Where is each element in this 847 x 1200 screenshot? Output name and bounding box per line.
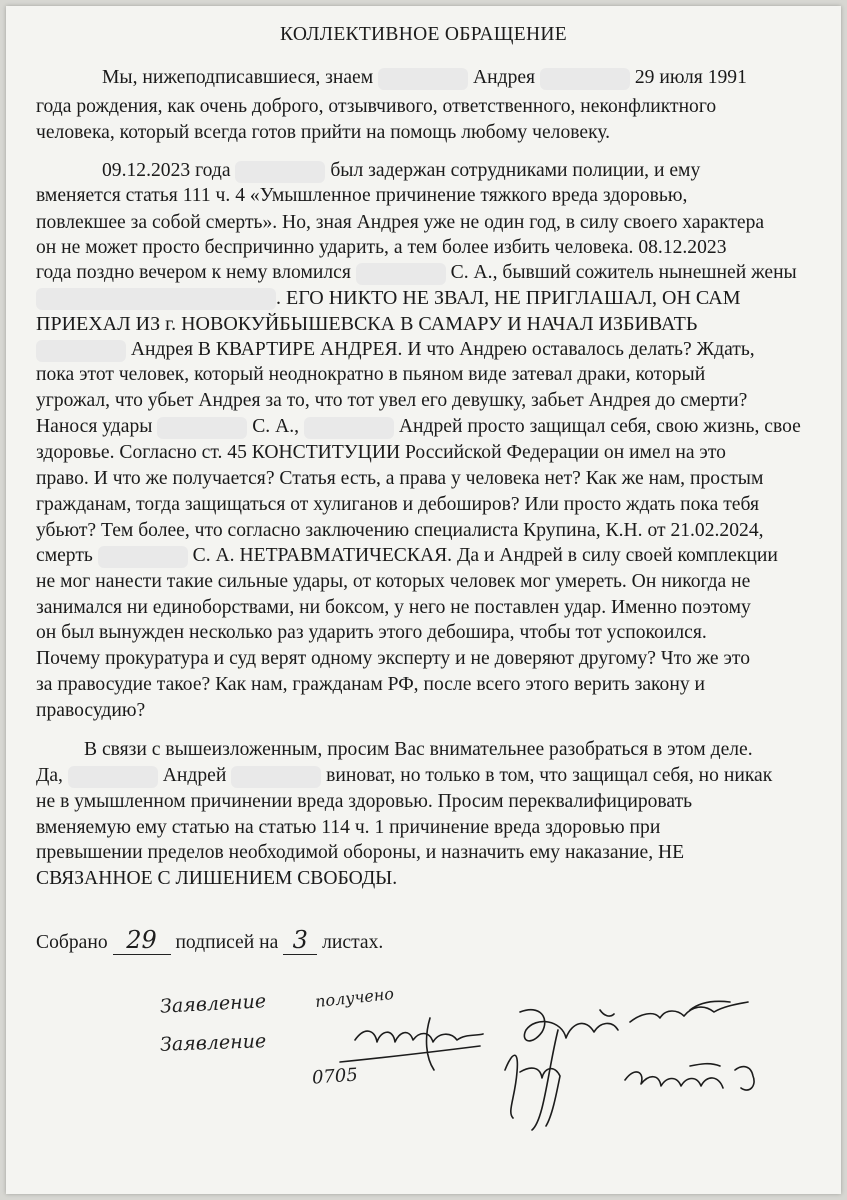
- line-text: угрожал, что убьет Андрея за то, что тот увел его девушку, забьет Андрея до смерти?: [36, 390, 748, 411]
- line-text: вменяемую ему статью на статью 114 ч. 1 причинение вреда здоровью при: [36, 817, 661, 838]
- document-line: [36, 520, 764, 542]
- document-line: [36, 765, 772, 788]
- line-text: . ЕГО НИКТО НЕ ЗВАЛ, НЕ ПРИГЛАШАЛ, ОН САМ: [276, 287, 741, 309]
- tally-middle: подписей на: [175, 932, 279, 953]
- handwritten-note-3: Заявление: [159, 1030, 267, 1056]
- handwritten-note-1: Заявление: [159, 990, 267, 1018]
- line-text: В связи с вышеизложенным, просим Вас внимательнее разобраться в этом деле.: [84, 739, 753, 760]
- line-text: Почему прокуратура и суд верят одному эксперту и не доверяют другому? Что же это: [36, 648, 751, 669]
- line-text: правосудию?: [36, 700, 146, 721]
- tally-sheets-field: [283, 926, 317, 955]
- tally-suffix: листах.: [322, 932, 384, 953]
- line-text: Андрей просто защищал себя, свою жизнь, свое: [393, 416, 801, 437]
- line-text: он был вынужден несколько раз ударить этого дебошира, чтобы тот успокоился.: [36, 622, 707, 643]
- document-line: [36, 597, 751, 619]
- document-line: [36, 390, 747, 412]
- document-line: [36, 817, 660, 839]
- line-text: Андрей: [157, 765, 232, 786]
- line-text: не в умышленном причинении вреда здоровью. Просим переквалифицировать: [36, 791, 693, 812]
- line-text: повлекшее за собой смерть». Но, зная Андрея уже не один год, в силу своего характера: [36, 212, 765, 233]
- line-text: С. А. НЕТРАВМАТИЧЕСКАЯ. Да и Андрей в силу своей комплекции: [187, 545, 778, 566]
- redaction-mark: [68, 766, 158, 788]
- redaction-mark: [157, 417, 247, 439]
- line-text: за правосудие такое? Как нам, гражданам РФ, после всего этого верить закону и: [36, 674, 706, 695]
- tally-prefix: Собрано: [36, 932, 108, 953]
- line-text: года поздно вечером к нему вломился: [36, 262, 356, 283]
- line-text: С. А.,: [247, 416, 304, 437]
- tally-sheets: 3: [292, 926, 308, 954]
- redaction-mark: [540, 68, 630, 90]
- line-text: Мы, нижеподписавшиеся, знаем: [102, 67, 379, 88]
- redaction-mark: [231, 766, 321, 788]
- document-line: [36, 262, 797, 285]
- document-line: [102, 67, 747, 90]
- line-text: СВЯЗАННОЕ С ЛИШЕНИЕМ СВОБОДЫ.: [36, 868, 398, 889]
- line-text: человека, который всегда готов прийти на помощь любому человеку.: [36, 122, 611, 143]
- line-text: ПРИЕХАЛ ИЗ г. НОВОКУЙБЫШЕВСКА В САМАРУ И НАЧАЛ ИЗБИВАТЬ: [36, 313, 698, 335]
- line-text: вменяется статья 111 ч. 4 «Умышленное причинение тяжкого вреда здоровью,: [36, 185, 688, 206]
- line-text: не мог нанести такие сильные удары, от которых человек мог умереть. Он никогда не: [36, 571, 751, 592]
- line-text: пока этот человек, который неоднократно в пьяном виде затевал драки, который: [36, 364, 706, 385]
- document-line: [36, 842, 684, 864]
- document-line: [36, 122, 610, 144]
- document-line: [84, 739, 753, 761]
- document-line: [36, 791, 692, 813]
- document-line: [36, 212, 764, 234]
- document-line: [36, 468, 763, 490]
- document-line: [36, 313, 697, 335]
- tally-count-field: [113, 926, 171, 955]
- line-text: занимался ни единоборствами, ни боксом, у него не поставлен удар. Именно поэтому: [36, 597, 751, 618]
- redaction-mark: [98, 546, 188, 568]
- redaction-mark: [356, 263, 446, 285]
- line-text: смерть: [36, 545, 98, 566]
- line-text: Андрея: [468, 67, 540, 88]
- handwritten-note-2: получено: [314, 983, 395, 1012]
- document-line: [36, 287, 741, 310]
- line-text: убьют? Тем более, что согласно заключению специалиста Крупина, К.Н. от 21.02.2024,: [36, 520, 764, 541]
- redaction-mark: [36, 288, 276, 310]
- document-line: [36, 700, 145, 722]
- document-line: [36, 674, 705, 696]
- document-line: [36, 96, 716, 118]
- document-line: [36, 571, 750, 593]
- document-line: [36, 185, 687, 207]
- document-line: [36, 868, 397, 890]
- document-line: [36, 416, 801, 439]
- line-text: года рождения, как очень доброго, отзывчивого, ответственного, неконфликтного: [36, 96, 717, 117]
- line-text: он не может просто беспричинно ударить, а тем более избить человека. 08.12.2023: [36, 237, 727, 258]
- redaction-mark: [36, 340, 126, 362]
- document-line: [102, 160, 700, 183]
- document-line: [36, 442, 726, 464]
- line-text: Да,: [36, 765, 68, 786]
- line-text: гражданам, тогда защищаться от хулиганов и дебоширов? Или просто ждать пока тебя: [36, 494, 759, 515]
- line-text: был задержан сотрудниками полиции, и ему: [325, 160, 701, 181]
- document-title: КОЛЛЕКТИВНОЕ ОБРАЩЕНИЕ: [280, 24, 567, 45]
- document-line: [36, 364, 705, 386]
- line-text: Андрея В КВАРТИРЕ АНДРЕЯ. И что Андрею оставалось делать? Ждать,: [126, 339, 755, 360]
- line-text: здоровье. Согласно ст. 45 КОНСТИТУЦИИ Российской Федерации он имел на это: [36, 442, 726, 463]
- tally-count: 29: [126, 926, 157, 954]
- document-line: [36, 622, 707, 644]
- line-text: С. А., бывший сожитель нынешней жены: [445, 262, 797, 283]
- document-line: [36, 648, 750, 670]
- document-line: [36, 494, 759, 516]
- line-text: превышении пределов необходимой обороны, и назначить ему наказание, НЕ: [36, 842, 685, 863]
- redaction-mark: [304, 417, 394, 439]
- document-line: [36, 545, 778, 568]
- redaction-mark: [378, 68, 468, 90]
- line-text: виноват, но только в том, что защищал себя, но никак: [321, 765, 773, 786]
- document-line: [36, 237, 727, 259]
- line-text: право. И что же получается? Статья есть, а права у человека нет? Как же нам, простым: [36, 468, 764, 489]
- line-text: 29 июля 1991: [629, 67, 747, 88]
- line-text: 09.12.2023 года: [102, 160, 236, 181]
- handwritten-note-4: 0705: [311, 1064, 359, 1089]
- document-line: [36, 339, 755, 362]
- redaction-mark: [235, 161, 325, 183]
- signature-tally: [36, 926, 384, 955]
- line-text: Нанося удары: [36, 416, 158, 437]
